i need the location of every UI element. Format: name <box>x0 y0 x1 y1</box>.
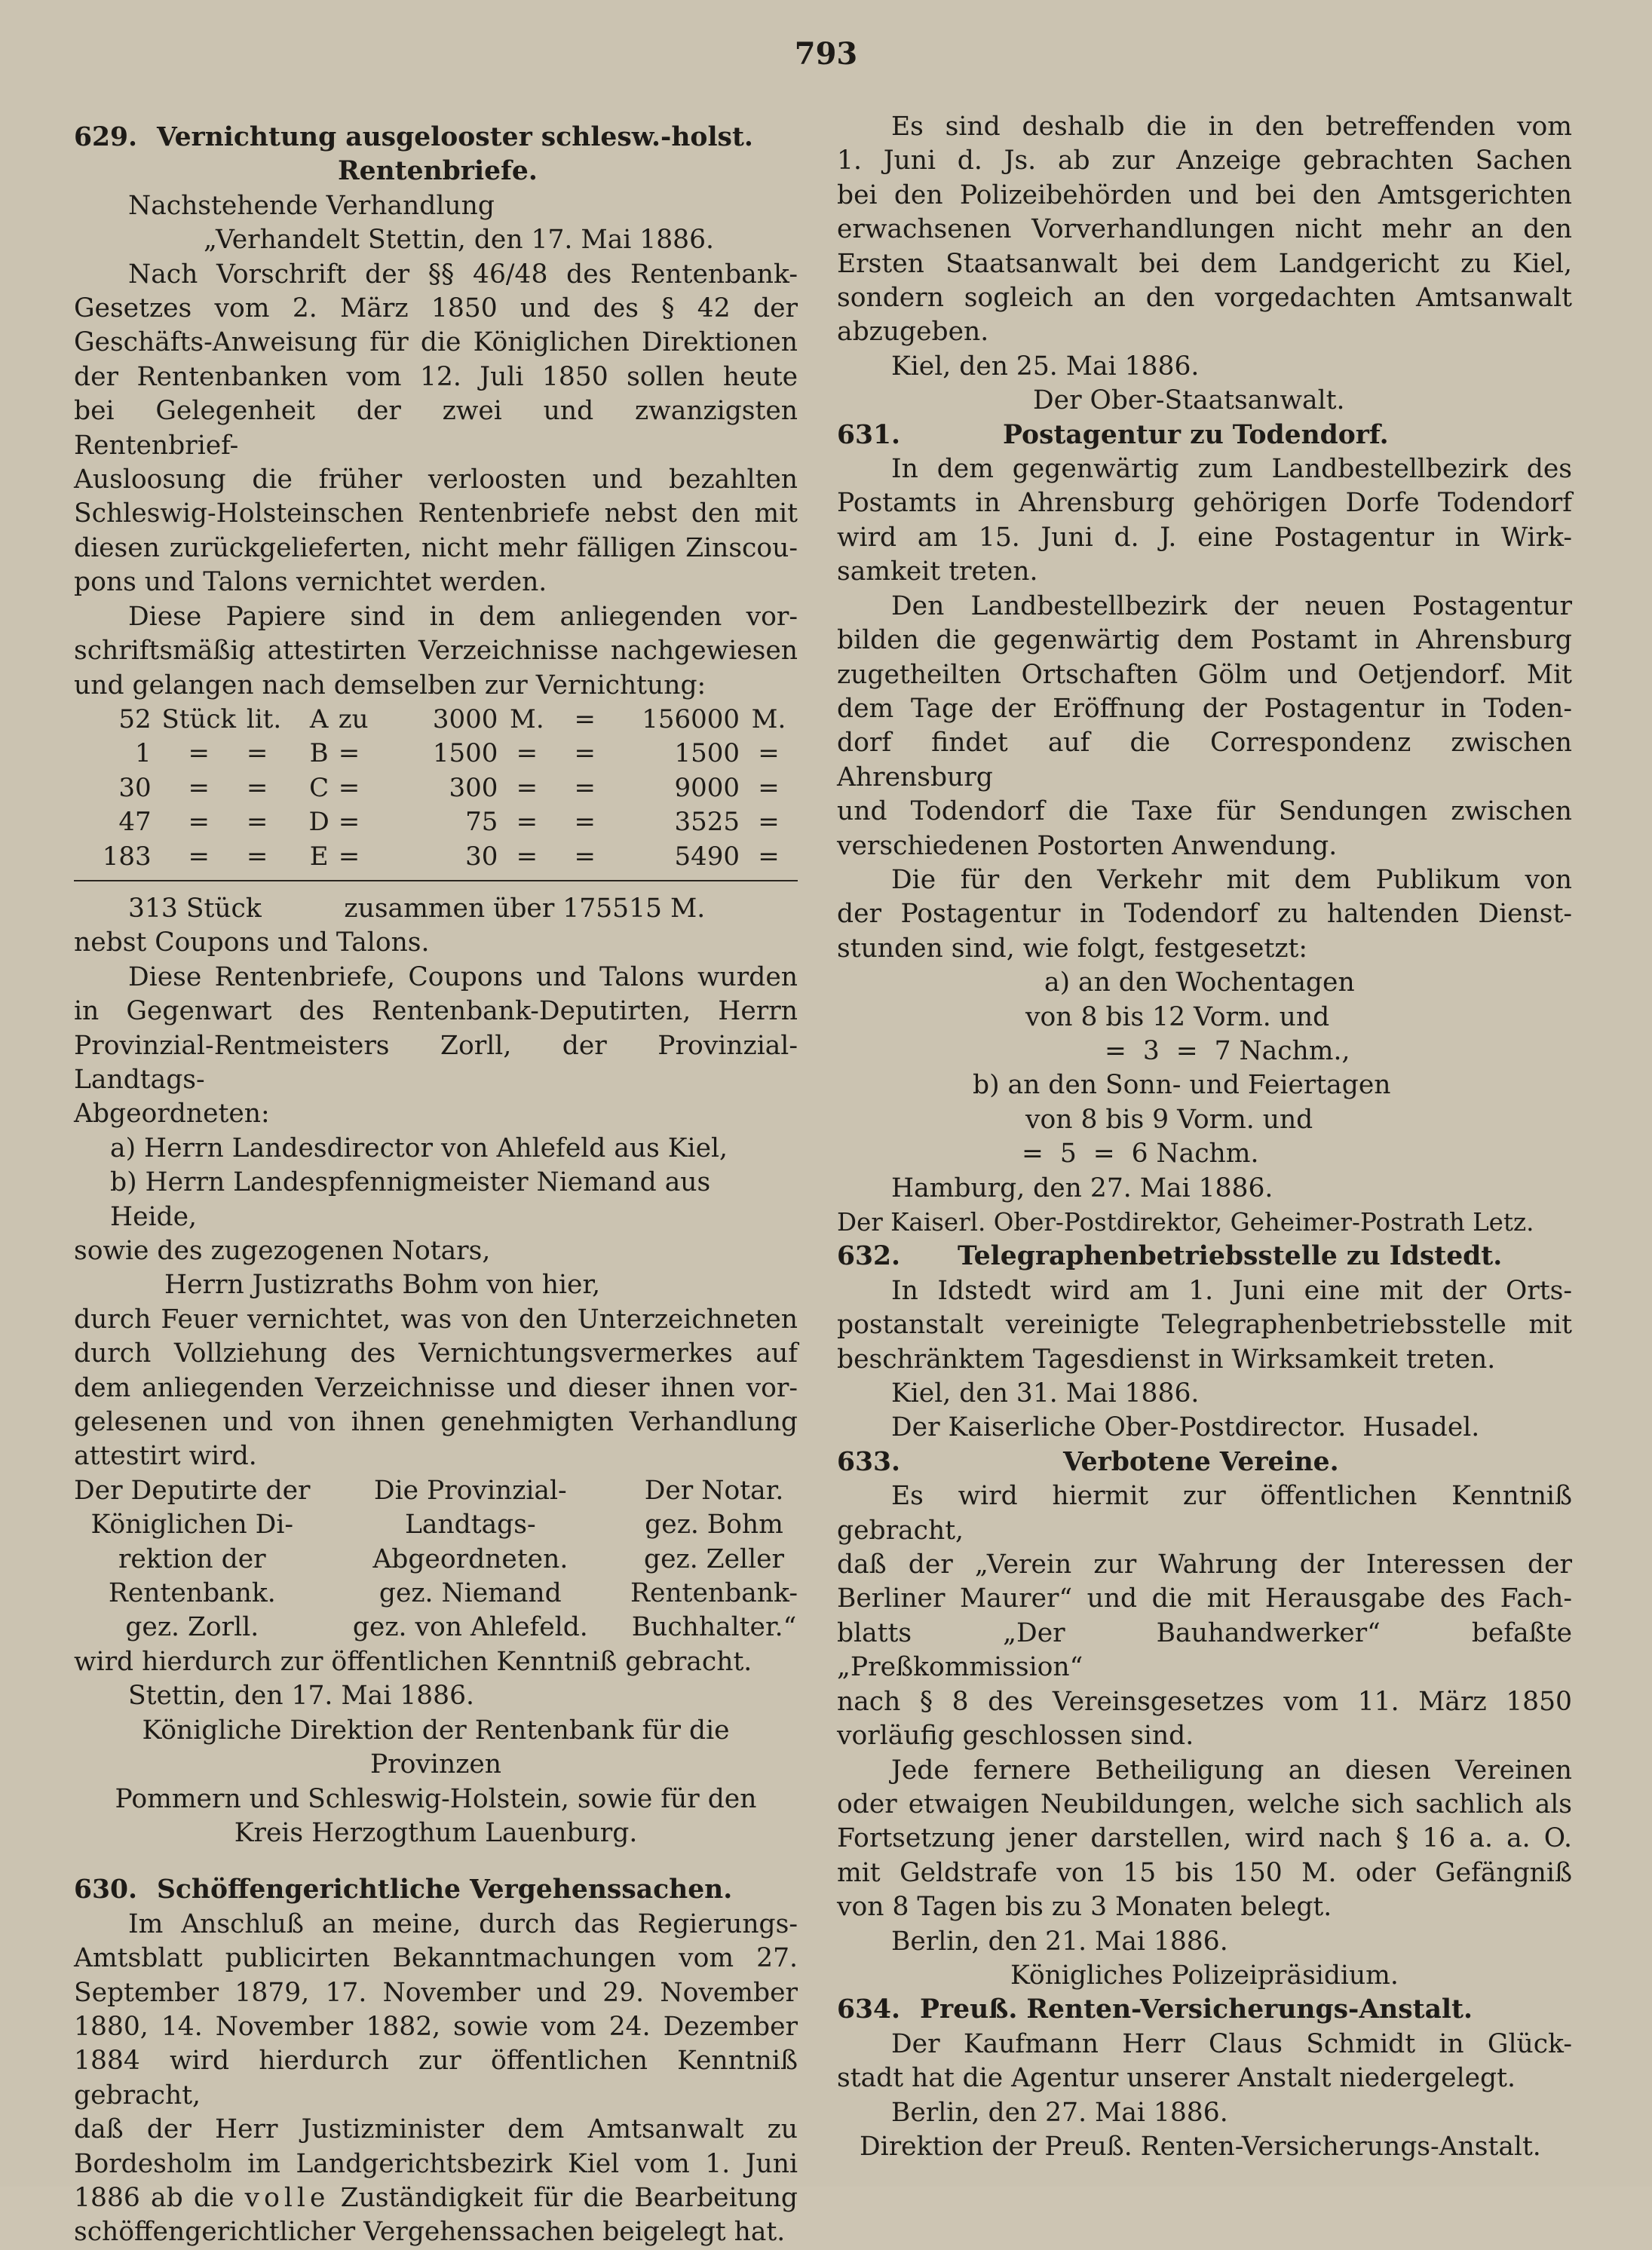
text-line: dorf findet auf die Correspondenz zwischen Ahrensburg <box>837 728 1572 792</box>
emphasized-word: volle <box>244 2182 330 2213</box>
text-line: Nach Vorschrift der §§ 46/48 des Rentenbank- <box>128 259 798 290</box>
table-cell-amount: 3000 <box>432 704 498 734</box>
sum-line: 313 Stück zusammen über 175515 M. <box>128 893 706 924</box>
text-line: Postamts in Ahrensburg gehörigen Dorfe Todendorf <box>837 488 1572 519</box>
text-line: Berliner Maurer“ und die mit Herausgabe des Fach- <box>837 1583 1572 1614</box>
table-cell-total: 5490 <box>674 841 740 872</box>
table-cell-unit: = <box>188 807 210 838</box>
section-title: Vernichtung ausgelooster schlesw.-holst. <box>157 122 753 152</box>
text-line: nach § 8 des Vereinsgesetzes vom 11. März 1850 <box>837 1686 1572 1717</box>
text-line: In Idstedt wird am 1. Juni eine mit der Orts- <box>891 1275 1572 1306</box>
text-line: Der Kaufmann Herr Claus Schmidt in Glück- <box>891 2028 1572 2059</box>
section-number: 632. <box>837 1241 901 1272</box>
authority-line: Königliche Direktion der Rentenbank für die Provinzen <box>142 1715 730 1780</box>
text-line: Geschäfts-Anweisung für die Königlichen Direktionen <box>74 327 798 358</box>
hours-line: a) an den Wochentagen <box>1044 967 1355 998</box>
text-line: Ausloosung die früher verloosten und bezahlten <box>74 464 798 495</box>
text-line: beschränktem Tagesdienst in Wirksamkeit treten. <box>837 1344 1496 1375</box>
text-line: 1. Juni d. Js. ab zur Anzeige gebrachten Sachen <box>837 146 1572 176</box>
text-line: schöffengerichtlicher Vergehenssachen beigelegt hat. <box>74 2217 786 2248</box>
text-line: zugetheilten Ortschaften Gölm und Oetjendorf. Mit <box>837 659 1572 690</box>
table-cell-unit: = <box>188 738 210 769</box>
section-title: Schöffengerichtliche Vergehenssachen. <box>157 1874 733 1905</box>
sig-line: gez. Bohm <box>645 1510 783 1540</box>
right-column <box>837 110 1572 2164</box>
table-cell-eq: = <box>574 738 596 769</box>
text-line: von 8 Tagen bis zu 3 Monaten belegt. <box>837 1892 1332 1923</box>
sig-line: Königlichen Di- <box>90 1510 294 1540</box>
text-line: verschiedenen Postorten Anwendung. <box>837 830 1338 861</box>
section-number: 633. <box>837 1446 901 1477</box>
date-line: Hamburg, den 27. Mai 1886. <box>891 1173 1273 1203</box>
text-line: postanstalt vereinigte Telegraphenbetriebsstelle mit <box>837 1310 1572 1341</box>
text-line: September 1879, 17. November und 29. November <box>74 1977 798 2008</box>
text-line: 1880, 14. November 1882, sowie vom 24. Dezember <box>74 2011 798 2042</box>
table-cell-eq: = <box>574 841 596 872</box>
table-cell-m2: M. <box>751 704 786 734</box>
signer-line: Der Kaiserl. Ober-Postdirektor, Geheimer-Postrath Letz. <box>837 1208 1534 1237</box>
date-line: Kiel, den 31. Mai 1886. <box>891 1378 1200 1409</box>
text-line: bei Gelegenheit der zwei und zwanzigsten Rentenbrief- <box>74 396 798 461</box>
text-line: samkeit treten. <box>837 556 1038 587</box>
signature-notar <box>630 1474 798 1645</box>
table-cell-m: M. <box>510 704 544 734</box>
text-line: sondern sogleich an den vorgedachten Amtsanwalt <box>837 283 1572 314</box>
text-line: daß der Herr Justizminister dem Amtsanwalt zu <box>74 2114 798 2145</box>
table-cell-m: = <box>516 807 538 838</box>
text-line: „Verhandelt Stettin, den 17. Mai 1886. <box>204 225 715 256</box>
section-number: 631. <box>837 419 901 450</box>
table-cell-m2: = <box>758 772 780 803</box>
sig-line: gez. Zeller <box>644 1543 785 1574</box>
text-line: stunden sind, wie folgt, festgesetzt: <box>837 933 1307 964</box>
sig-line: Abgeordneten. <box>372 1543 569 1574</box>
table-cell-lit: lit. <box>246 704 282 734</box>
table-cell-letter: C <box>309 772 329 803</box>
text-line: der Rentenbanken vom 12. Juli 1850 sollen heute <box>74 361 798 392</box>
sig-line: Rentenbank- <box>630 1578 798 1609</box>
sig-line: gez. von Ahlefeld. <box>352 1612 588 1643</box>
sig-line: Buchhalter.“ <box>631 1612 797 1643</box>
table-cell-amount: 30 <box>465 841 498 872</box>
hours-line: b) an den Sonn- und Feiertagen <box>973 1070 1391 1101</box>
table-cell-m2: = <box>758 841 780 872</box>
text-line: Jede fernere Betheiligung an diesen Vereinen <box>891 1755 1572 1786</box>
table-cell-eq: = <box>574 704 596 734</box>
section-629-heading <box>74 121 798 155</box>
section-title-cont: Rentenbriefe. <box>338 156 538 187</box>
text-line: blatts „Der Bauhandwerker“ befaßte „Preßkommission“ <box>837 1617 1572 1683</box>
section-title: Postagentur zu Todendorf. <box>1003 419 1389 450</box>
signer-line: Der Ober-Staatsanwalt. <box>1033 385 1345 416</box>
text-line: dem anliegenden Verzeichnisse und dieser ihnen vor- <box>74 1372 798 1403</box>
text-line: Schleswig-Holsteinschen Rentenbriefe nebst den mit <box>74 498 798 529</box>
hours-line: von 8 bis 12 Vorm. und <box>1025 1001 1330 1032</box>
signer-line: Der Kaiserliche Ober-Postdirector. Husadel. <box>891 1412 1480 1443</box>
text-line: durch Vollziehung des Vernichtungsvermerkes auf <box>74 1338 798 1369</box>
text-fragment: Zuständigkeit für die Bearbeitung <box>340 2182 798 2213</box>
table-cell-count: 183 <box>102 841 152 872</box>
text-line: In dem gegenwärtig zum Landbestellbezirk des <box>891 454 1572 485</box>
text-line: 1884 wird hierdurch zur öffentlichen Kenntniß gebracht, <box>74 2046 798 2111</box>
table-cell-m2: = <box>758 807 780 838</box>
table-cell-count: 1 <box>134 738 152 769</box>
text-line: Die für den Verkehr mit dem Publikum von <box>891 864 1572 895</box>
signature-deputirte <box>74 1474 311 1645</box>
table-cell-letter: D <box>308 807 329 838</box>
table-cell-unit: Stück <box>161 704 236 734</box>
text-line: Nachstehende Verhandlung <box>128 190 495 221</box>
table-cell-lit: = <box>246 807 268 838</box>
section-632-heading <box>837 1240 1572 1274</box>
table-cell-eq: = <box>574 807 596 838</box>
text-line: Es wird hiermit zur öffentlichen Kenntniß gebracht, <box>837 1481 1572 1546</box>
section-number: 630. <box>74 1874 138 1905</box>
table-cell-m: = <box>516 841 538 872</box>
table-cell-letter: A <box>309 704 329 734</box>
text-line: bei den Polizeibehörden und bei den Amtsgerichten <box>837 179 1572 210</box>
text-line: Ersten Staatsanwalt bei dem Landgericht zu Kiel, <box>837 248 1572 279</box>
date-line: Kiel, den 25. Mai 1886. <box>891 351 1200 382</box>
table-cell-total: 9000 <box>674 772 740 803</box>
section-631-heading <box>837 418 1572 452</box>
text-line: abzugeben. <box>837 317 989 348</box>
sig-line: Rentenbank. <box>108 1578 276 1609</box>
text-line: oder etwaigen Neubildungen, welche sich sachlich als <box>837 1789 1572 1819</box>
section-633-heading <box>837 1445 1572 1479</box>
table-row <box>74 771 798 805</box>
sig-line: Die Provinzial- <box>373 1475 567 1506</box>
text-line: Provinzial-Rentmeisters Zorll, der Provinzial-Landtags- <box>74 1030 798 1095</box>
text-line: Gesetzes vom 2. März 1850 und des § 42 der <box>74 293 798 324</box>
text-line: Den Landbestellbezirk der neuen Postagentur <box>891 590 1572 621</box>
section-number: 629. <box>74 122 138 152</box>
table-cell-total: 156000 <box>642 704 740 734</box>
signer-line: Direktion der Preuß. Renten-Versicherungs-Anstalt. <box>860 2131 1541 2162</box>
table-cell-letter: B <box>309 738 329 769</box>
text-line: bilden die gegenwärtig dem Postamt in Ahrensburg <box>837 625 1572 656</box>
table-cell-m2: = <box>758 738 780 769</box>
authority-line: Kreis Herzogthum Lauenburg. <box>234 1817 638 1848</box>
text-line: Amtsblatt publicirten Bekanntmachungen vom 27. <box>74 1943 798 1974</box>
text-line: b) Herrn Landespfennigmeister Niemand aus Heide, <box>110 1167 711 1232</box>
text-line: erwachsenen Vorverhandlungen nicht mehr an den <box>837 214 1572 245</box>
bond-table <box>74 703 798 874</box>
sig-line: gez. Zorll. <box>125 1612 259 1643</box>
hours-line: = 3 = 7 Nachm., <box>1105 1035 1350 1066</box>
table-cell-lit: = <box>246 841 268 872</box>
text-line: wird am 15. Juni d. J. eine Postagentur in Wirk- <box>837 522 1572 553</box>
section-title: Preuß. Renten-Versicherungs-Anstalt. <box>920 1994 1473 2025</box>
text-line: durch Feuer vernichtet, was von den Unterzeichneten <box>74 1304 798 1335</box>
text-line: schriftsmäßig attestirten Verzeichnisse nachgewiesen <box>74 636 798 667</box>
sig-line: Der Notar. <box>644 1475 784 1506</box>
text-line: Im Anschluß an meine, durch das Regierungs- <box>128 1908 798 1939</box>
hours-line: von 8 bis 9 Vorm. und <box>1025 1104 1313 1135</box>
text-line: wird hierdurch zur öffentlichen Kenntniß gebracht. <box>74 1646 752 1677</box>
text-line: nebst Coupons und Talons. <box>74 927 430 958</box>
signer-line: Königliches Polizeipräsidium. <box>1010 1960 1399 1991</box>
text-line: Herrn Justizraths Bohm von hier, <box>164 1270 601 1301</box>
section-630-heading <box>74 1873 798 1907</box>
table-cell-zu: zu <box>338 704 369 734</box>
table-row <box>74 703 798 737</box>
signature-block <box>74 1474 798 1645</box>
text-line: dem Tage der Eröffnung der Postagentur in Toden- <box>837 693 1572 724</box>
table-cell-count: 30 <box>118 772 152 803</box>
table-cell-m: = <box>516 772 538 803</box>
text-fragment: 1886 ab die <box>74 2182 234 2213</box>
text-line: a) Herrn Landesdirector von Ahlefeld aus Kiel, <box>110 1133 728 1163</box>
text-line: in Gegenwart des Rentenbank-Deputirten, Herrn <box>74 996 798 1027</box>
table-cell-unit: = <box>188 772 210 803</box>
text-line: Bordesholm im Landgerichtsbezirk Kiel vom 1. Juni <box>74 2148 798 2179</box>
text-line: pons und Talons vernichtet werden. <box>74 567 547 598</box>
text-line: stadt hat die Agentur unserer Anstalt niedergelegt. <box>837 2063 1516 2094</box>
section-title: Verbotene Vereine. <box>1063 1446 1339 1477</box>
text-line: gelesenen und von ihnen genehmigten Verhandlung <box>74 1407 798 1438</box>
text-line: Diese Rentenbriefe, Coupons und Talons wurden <box>128 961 798 992</box>
text-line: der Postagentur in Todendorf zu haltenden Dienst- <box>837 899 1572 930</box>
page-number: 793 <box>794 36 858 72</box>
table-cell-eq: = <box>574 772 596 803</box>
table-cell-amount: 300 <box>449 772 498 803</box>
table-cell-count: 47 <box>118 807 152 838</box>
text-line: Es sind deshalb die in den betreffenden vom <box>891 112 1572 142</box>
table-cell-lit: = <box>246 772 268 803</box>
table-row <box>74 737 798 771</box>
signature-landtag <box>353 1474 588 1645</box>
sig-line: Landtags- <box>404 1510 536 1540</box>
table-cell-zu: = <box>338 807 360 838</box>
section-number: 634. <box>837 1994 901 2025</box>
sig-line: gez. Niemand <box>379 1578 562 1609</box>
sig-line: rektion der <box>118 1543 266 1574</box>
table-cell-letter: E <box>309 841 329 872</box>
text-line: Diese Papiere sind in dem anliegenden vor- <box>128 601 798 632</box>
section-634-heading <box>837 1993 1572 2027</box>
text-line: mit Geldstrafe von 15 bis 150 M. oder Gefängniß <box>837 1857 1572 1888</box>
text-line: und Todendorf die Taxe für Sendungen zwischen <box>837 796 1572 827</box>
left-column <box>74 121 798 2250</box>
date-line: Stettin, den 17. Mai 1886. <box>128 1681 475 1712</box>
section-title: Telegraphenbetriebsstelle zu Idstedt. <box>958 1241 1503 1272</box>
table-row <box>74 840 798 874</box>
table-cell-lit: = <box>246 738 268 769</box>
date-line: Berlin, den 21. Mai 1886. <box>891 1926 1228 1957</box>
text-line: attestirt wird. <box>74 1441 257 1472</box>
date-line: Berlin, den 27. Mai 1886. <box>891 2097 1228 2128</box>
text-line: Fortsetzung jener darstellen, wird nach § 16 a. a. O. <box>837 1823 1572 1854</box>
table-cell-zu: = <box>338 841 360 872</box>
sig-line: Der Deputirte der <box>74 1475 311 1506</box>
table-cell-total: 1500 <box>674 738 740 769</box>
text-line: vorläufig geschlossen sind. <box>837 1721 1194 1752</box>
table-cell-zu: = <box>338 738 360 769</box>
text-line: daß der „Verein zur Wahrung der Interessen der <box>837 1550 1572 1580</box>
text-line: Abgeordneten: <box>74 1099 270 1130</box>
text-line: und gelangen nach demselben zur Vernichtung: <box>74 670 706 700</box>
table-cell-count: 52 <box>118 704 152 734</box>
table-row <box>74 805 798 839</box>
table-cell-m: = <box>516 738 538 769</box>
sum-rule <box>74 880 798 881</box>
table-cell-zu: = <box>338 772 360 803</box>
text-line: sowie des zugezogenen Notars, <box>74 1236 491 1266</box>
table-cell-amount: 1500 <box>432 738 498 769</box>
hours-line: = 5 = 6 Nachm. <box>1022 1139 1259 1169</box>
table-cell-unit: = <box>188 841 210 872</box>
text-line: diesen zurückgelieferten, nicht mehr fälligen Zinscou- <box>74 532 798 563</box>
table-cell-total: 3525 <box>674 807 740 838</box>
authority-line: Pommern und Schleswig-Holstein, sowie für den <box>115 1783 757 1814</box>
table-cell-amount: 75 <box>465 807 498 838</box>
